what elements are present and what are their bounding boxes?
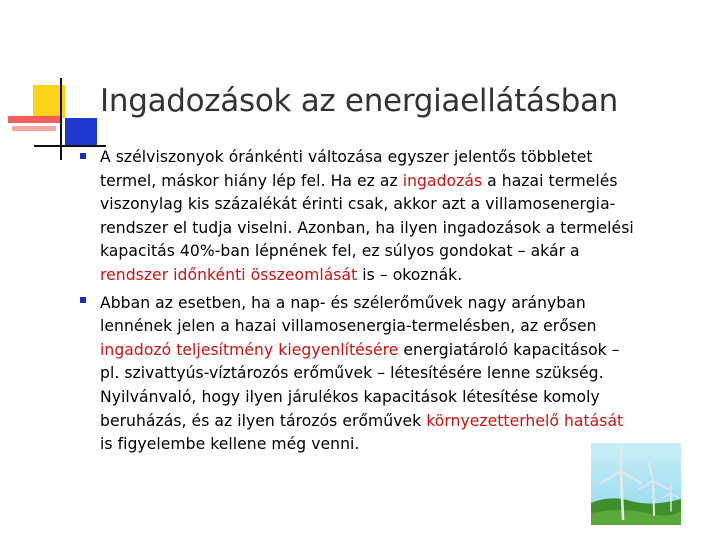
text-run: Nyilvánvaló, hogy ilyen járulékos kapacitások létesítése komoly <box>100 387 600 406</box>
decor-blue-square <box>65 118 97 145</box>
slide-decoration <box>0 0 110 170</box>
text-run: lennének jelen a hazai villamosenergia-termelésben, az erősen <box>100 317 597 336</box>
slide-body <box>100 146 700 457</box>
text-line <box>100 315 700 339</box>
text-line <box>100 386 700 410</box>
text-run: energiatároló kapacitások – <box>398 340 620 359</box>
text-line <box>100 217 700 241</box>
text-line <box>100 339 700 363</box>
text-run: viszonylag kis százalékát érinti csak, akkor azt a villamosenergia- <box>100 195 616 214</box>
text-line <box>100 170 700 194</box>
text-line <box>100 410 700 434</box>
decor-red-bar <box>8 116 60 123</box>
highlighted-text: ingadozó teljesítmény kiegyenlítésére <box>100 340 399 359</box>
text-run: is – okoznák. <box>357 265 463 284</box>
highlighted-text: rendszer időnkénti összeomlását <box>100 265 358 284</box>
text-line <box>100 292 700 316</box>
paragraph <box>100 292 700 457</box>
text-run: pl. szivattyús-víztározós erőművek – létesítésére lenne szükség. <box>100 364 604 383</box>
text-run: is figyelembe kellene még venni. <box>100 435 360 454</box>
text-run: kapacitás 40%-ban lépnének fel, ez súlyos gondokat – akár a <box>100 242 580 261</box>
text-run: a hazai termelés <box>482 171 618 190</box>
highlighted-text: környezetterhelő hatását <box>426 411 624 430</box>
text-line <box>100 362 700 386</box>
text-run: beruházás, és az ilyen tározós erőművek <box>100 411 427 430</box>
text-line <box>100 240 700 264</box>
wind-turbines-image <box>591 443 681 525</box>
bullet-marker <box>80 153 86 159</box>
text-run: Abban az esetben, ha a nap- és szélerőművek nagy arányban <box>100 293 586 312</box>
text-run: A szélviszonyok óránkénti változása egyszer jelentős többletet <box>100 148 593 166</box>
highlighted-text: ingadozás <box>402 171 483 190</box>
text-run: rendszer el tudja viselni. Azonban, ha ilyen ingadozások a termelési <box>100 218 634 237</box>
text-line <box>100 264 700 288</box>
paragraph <box>100 146 700 288</box>
text-line <box>100 193 700 217</box>
slide-title: Ingadozások az energiaellátásban <box>100 83 619 119</box>
text-run: termel, máskor hiány lép fel. Ha ez az <box>100 171 403 190</box>
bullet-marker <box>80 297 86 303</box>
decor-pink-bar <box>12 126 56 131</box>
text-line <box>100 146 700 170</box>
